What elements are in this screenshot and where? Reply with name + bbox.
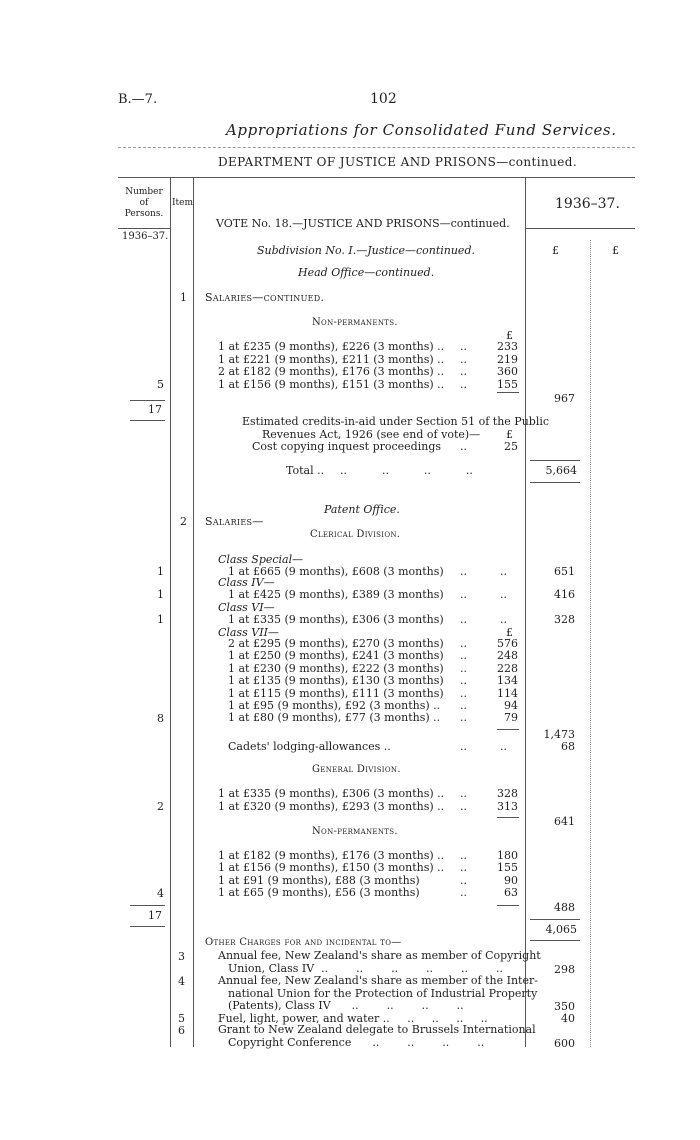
leader-dots: ..: [460, 740, 467, 753]
subtotal-rule: [497, 729, 519, 730]
department-heading: DEPARTMENT OF JUSTICE AND PRISONS—continued.: [218, 155, 578, 169]
leader-dots: ..: [460, 873, 467, 887]
amount: 360: [497, 365, 518, 378]
header-rule: [118, 147, 635, 148]
nonpermanents-total: 488: [554, 901, 575, 914]
leader-dots: ..: [460, 637, 467, 650]
document-reference: B.—7.: [118, 92, 158, 107]
amount: 94: [504, 699, 518, 713]
cadets-allowance: Cadets' lodging-allowances ..: [228, 740, 391, 753]
amount: 79: [504, 711, 518, 725]
leader-dots: ..: [460, 588, 467, 601]
amount: 600: [554, 1037, 575, 1050]
item-line: (Patents), Class IV .. .. .. ..: [228, 999, 464, 1012]
subtotal-rule: [497, 817, 519, 818]
persons-rule: [130, 905, 165, 906]
year-column-header: 1936–37.: [555, 196, 620, 212]
pound-sign: £: [506, 329, 513, 342]
column-line-amount: [590, 240, 591, 1047]
persons-rule: [130, 400, 165, 401]
class-label: Class VI—: [218, 601, 275, 614]
other-charge-item: [218, 1024, 536, 1049]
nonpermanents-dots: [460, 850, 467, 899]
amount: 155: [497, 377, 518, 391]
persons-total: 17: [148, 403, 162, 416]
persons-count: 1: [157, 565, 164, 578]
persons-year-label: 1936–37.: [122, 231, 169, 242]
leader-dots: ..: [460, 686, 467, 700]
leader-dots: ..: [460, 849, 467, 862]
leader-dots: ..: [460, 440, 467, 453]
leader-dots: .. .. .. ..: [340, 464, 473, 477]
leader-dots: ..: [500, 740, 507, 753]
leader-dots: ..: [460, 885, 467, 899]
leader-dots: ..: [500, 613, 507, 626]
general-division-heading: General Division.: [312, 764, 401, 775]
column-line-description: [525, 177, 526, 1047]
leader-dots: ..: [500, 565, 507, 578]
other-charge-item: [218, 950, 541, 975]
amount: 180: [497, 849, 518, 862]
amount: 68: [561, 740, 575, 753]
item-number: 4: [178, 975, 185, 988]
total-rule: [530, 940, 580, 941]
item-column-header: Item: [172, 198, 194, 208]
leader-dots: ..: [460, 674, 467, 688]
leader-dots: ..: [460, 649, 467, 663]
list-item: 1 at £335 (9 months), £306 (3 months): [228, 613, 444, 626]
amount: 90: [504, 873, 518, 887]
persons-total: 17: [148, 909, 162, 922]
amount: 40: [561, 1012, 575, 1025]
column-line-persons: [170, 177, 171, 1047]
general-amounts: [480, 788, 518, 813]
list-item: 1 at £221 (9 months), £211 (3 months) ..: [218, 352, 445, 366]
other-charges-heading: Other Charges for and incidental to—: [205, 937, 402, 948]
amount: 576: [497, 637, 518, 650]
list-item: 1 at £156 (9 months), £150 (3 months) ..: [218, 861, 445, 875]
nonpermanents-list: [218, 341, 444, 391]
subtotal-amount: 967: [554, 392, 575, 405]
page-title: Appropriations for Consolidated Fund Services.: [226, 121, 617, 139]
item-line: Union, Class IV .. .. .. .. .. ..: [228, 961, 503, 975]
class-label: Class Special—: [218, 553, 304, 566]
subtotal-rule: [497, 392, 519, 393]
total-rule: [530, 482, 580, 483]
credits-pound: £: [506, 428, 513, 441]
nonpermanents-amounts: [480, 850, 518, 899]
leader-dots: ..: [460, 699, 467, 713]
list-item: 1 at £235 (9 months), £226 (3 months) ..: [218, 340, 445, 353]
clerical-total: 1,473: [543, 728, 575, 741]
list-item: 1 at £65 (9 months), £56 (3 months): [218, 885, 420, 899]
total-rule: [530, 919, 580, 920]
patent-office-heading: Patent Office.: [324, 503, 400, 516]
total-label: Total ..: [286, 464, 325, 477]
amount: 219: [497, 352, 518, 366]
persons-count: 5: [157, 378, 164, 391]
persons-count: 1: [157, 613, 164, 626]
credits-item: Cost copying inquest proceedings: [252, 440, 442, 453]
persons-count: 1: [157, 588, 164, 601]
leader-dots: ..: [460, 661, 467, 675]
amount: 651: [554, 565, 575, 578]
amount: 328: [497, 787, 518, 800]
list-item: 1 at £95 (9 months), £92 (3 months) ..: [228, 699, 441, 713]
item-line: Grant to New Zealand delegate to Brussels International: [218, 1023, 536, 1036]
list-item: 1 at £91 (9 months), £88 (3 months): [218, 873, 420, 887]
column-line-item: [193, 177, 194, 1047]
leader-dots: ..: [460, 565, 467, 578]
item-line: national Union for the Protection of Industrial Property: [228, 986, 538, 1000]
vote-title: VOTE No. 18.—JUSTICE AND PRISONS—continued.: [216, 217, 510, 230]
leader-dots: ..: [460, 711, 467, 725]
amount: 155: [497, 861, 518, 875]
leader-dots: ..: [460, 365, 467, 378]
list-item: 1 at £320 (9 months), £293 (3 months) ..: [218, 799, 445, 813]
amount: 328: [554, 613, 575, 626]
persons-header-line-1: Number: [125, 187, 163, 197]
general-list: [218, 788, 444, 813]
amount: 228: [497, 661, 518, 675]
pound-sign-2: £: [612, 244, 619, 257]
list-item: 1 at £425 (9 months), £389 (3 months): [228, 588, 444, 601]
nonpermanents-list: [218, 850, 444, 899]
persons-rule: [130, 926, 165, 927]
persons-rule: [130, 420, 165, 421]
list-item: 1 at £156 (9 months), £151 (3 months) ..: [218, 377, 445, 391]
class-vii-list: [228, 638, 444, 725]
class-vii-amounts: [480, 638, 518, 725]
leader-dots: ..: [460, 787, 467, 800]
nonpermanents-heading: Non-permanents.: [312, 826, 398, 837]
amount: 416: [554, 588, 575, 601]
list-item: 1 at £135 (9 months), £130 (3 months): [228, 674, 444, 688]
persons-header-line-2: of: [139, 198, 149, 208]
amount: 63: [504, 885, 518, 899]
other-charge-item: Fuel, light, power, and water .. .. .. .. ..: [218, 1012, 488, 1025]
salaries-total: 4,065: [545, 923, 577, 936]
list-item: 1 at £80 (9 months), £77 (3 months) ..: [228, 711, 441, 725]
subtotal-rule: [497, 905, 519, 906]
leader-dots: ..: [460, 861, 467, 875]
class-label: Class VII—: [218, 626, 279, 639]
list-item: 1 at £182 (9 months), £176 (3 months) ..: [218, 849, 445, 862]
persons-count: 8: [157, 712, 164, 725]
item-number: 5: [178, 1012, 185, 1025]
amount: 134: [497, 674, 518, 688]
credits-amount: 25: [504, 440, 518, 453]
page-number: 102: [370, 91, 397, 107]
leader-dots: ..: [460, 352, 467, 366]
persons-count: 4: [157, 887, 164, 900]
leader-dots: ..: [460, 799, 467, 813]
item-number: 6: [178, 1024, 185, 1037]
persons-count: 2: [157, 800, 164, 813]
amount: 114: [497, 686, 518, 700]
list-item: 2 at £295 (9 months), £270 (3 months): [228, 637, 444, 650]
list-item: 1 at £230 (9 months), £222 (3 months): [228, 661, 444, 675]
list-item: 1 at £115 (9 months), £111 (3 months): [228, 686, 444, 700]
item-line: Annual fee, New Zealand's share as member of the Inter-: [218, 974, 538, 987]
item-line: Copyright Conference .. .. .. ..: [228, 1035, 485, 1049]
head-office-heading: Head Office—continued.: [298, 266, 435, 279]
item-number: 3: [178, 950, 185, 963]
clerical-division-heading: Clerical Division.: [310, 529, 401, 540]
general-total: 641: [554, 815, 575, 828]
subdivision-heading: Subdivision No. I.—Justice—continued.: [257, 244, 475, 257]
other-charge-item: [218, 975, 538, 1013]
leader-dots: ..: [460, 340, 467, 353]
class-label: Class IV—: [218, 576, 275, 589]
persons-header-rule: [118, 228, 170, 229]
year-header-rule: [525, 228, 635, 229]
table-top-rule: [118, 177, 635, 178]
general-dots: [460, 788, 467, 813]
leader-dots: ..: [500, 588, 507, 601]
amount: 350: [554, 1000, 575, 1013]
list-item: 2 at £182 (9 months), £176 (3 months) ..: [218, 365, 445, 378]
pound-sign: £: [506, 626, 513, 639]
list-item: 1 at £335 (9 months), £306 (3 months) ..: [218, 787, 445, 800]
salaries-heading: Salaries—continued.: [205, 291, 325, 304]
leader-dots: ..: [460, 613, 467, 626]
amount: 233: [497, 340, 518, 353]
list-item: 1 at £665 (9 months), £608 (3 months): [228, 565, 444, 578]
list-item: 1 at £250 (9 months), £241 (3 months): [228, 649, 444, 663]
credits-line-2: Revenues Act, 1926 (see end of vote)—: [262, 428, 481, 441]
pound-sign-1: £: [552, 244, 559, 257]
nonpermanents-amounts: [480, 341, 518, 391]
item-line: Annual fee, New Zealand's share as member of Copyright: [218, 949, 541, 962]
amount: 313: [497, 799, 518, 813]
persons-header-line-3: Persons.: [124, 209, 164, 219]
item-number: 2: [180, 515, 187, 528]
credits-line-1: Estimated credits-in-aid under Section 51 of the Public: [242, 415, 550, 428]
salaries-heading: Salaries—: [205, 515, 264, 528]
persons-column-header: [124, 187, 164, 220]
amount: 248: [497, 649, 518, 663]
class-vii-dots: [460, 638, 467, 725]
nonpermanents-heading: Non-permanents.: [312, 317, 398, 328]
amount: 298: [554, 963, 575, 976]
total-rule: [530, 460, 580, 461]
nonpermanents-dots: [460, 341, 467, 391]
item-number: 1: [180, 291, 187, 304]
total-amount: 5,664: [545, 464, 577, 477]
leader-dots: ..: [460, 377, 467, 391]
